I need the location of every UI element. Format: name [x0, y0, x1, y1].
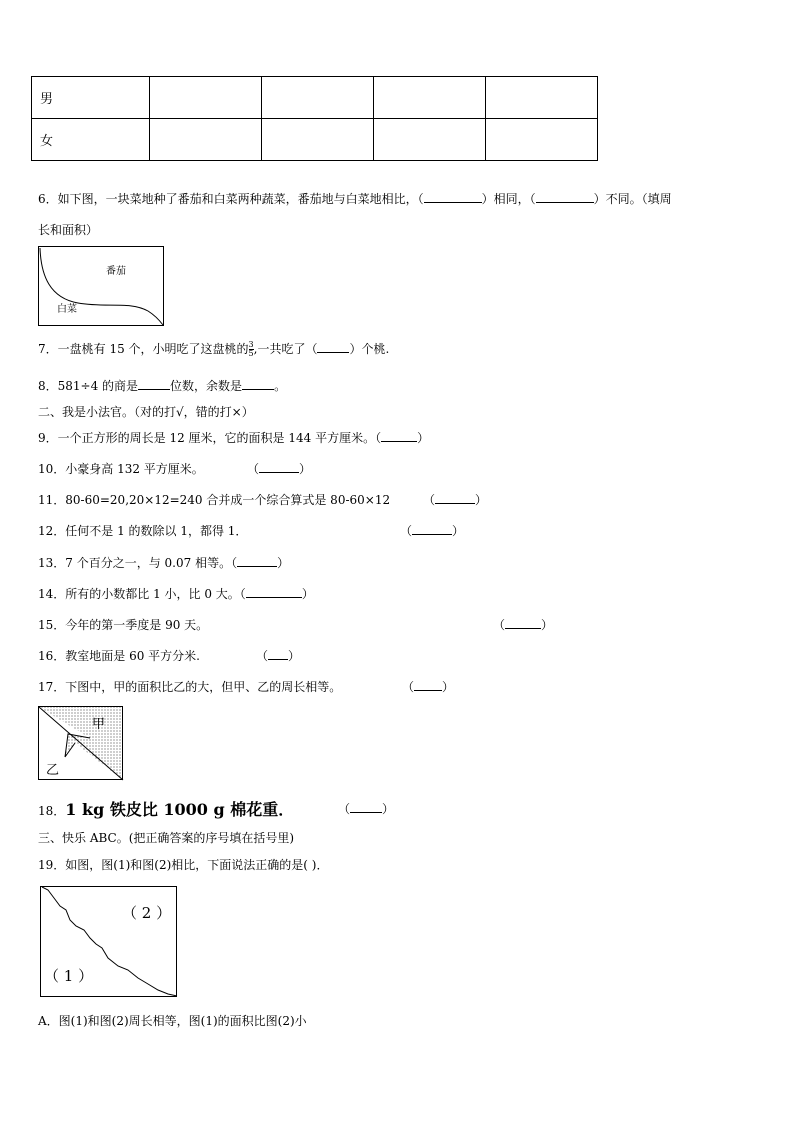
answer-blank[interactable]	[381, 429, 417, 442]
answer-blank[interactable]	[237, 554, 277, 567]
answer-table	[31, 76, 598, 161]
question-11: 11．80-60=20,20×12=240 合并成一个综合算式是 80-60×12	[38, 493, 391, 507]
question-11-answer	[423, 491, 487, 508]
question-12: 12．任何不是 1 的数除以 1，都得 1．	[38, 524, 248, 538]
table-cell	[374, 119, 486, 161]
table-cell	[150, 119, 262, 161]
answer-blank[interactable]	[350, 800, 382, 813]
answer-blank[interactable]	[414, 678, 442, 691]
answer-blank[interactable]	[536, 190, 594, 203]
question-10-answer	[247, 460, 311, 477]
table-row	[32, 119, 598, 161]
jia-label: 甲	[92, 717, 106, 732]
close-paren: ）	[452, 524, 465, 538]
question-15-answer	[493, 616, 553, 633]
q8-text-c: 。	[274, 379, 287, 393]
close-paren: ）	[288, 649, 301, 663]
q6-text-c: ）不同。（填周	[593, 192, 672, 206]
open-paren: （	[400, 524, 413, 538]
figure-2-label: （ 2 ）	[122, 904, 172, 922]
q7-text-b: ,一共吃了（	[253, 342, 318, 356]
table-cell	[374, 77, 486, 119]
q6-text-b: ）相同，（	[481, 192, 536, 206]
open-paren: （	[247, 462, 260, 476]
question-14	[38, 585, 314, 602]
tomato-label: 番茄	[106, 266, 126, 277]
q7-text-a: 7．一盘桃有 15 个，小明吃了这盘桃的	[38, 342, 249, 356]
close-paren: ）	[541, 618, 554, 632]
section-2-heading: 二、我是小法官。（对的打√，错的打×）	[38, 405, 254, 419]
question-16-answer	[256, 647, 300, 664]
section-3-heading: 三、快乐 ABC。(把正确答案的序号填在括号里)	[38, 831, 295, 845]
q6-text-a: 6．如下图，一块菜地种了番茄和白菜两种蔬菜，番茄地与白菜地相比，（	[38, 192, 424, 206]
table-cell	[486, 77, 598, 119]
open-paren: （	[423, 493, 436, 507]
answer-blank[interactable]	[435, 491, 475, 504]
answer-blank[interactable]	[424, 190, 482, 203]
question-8	[38, 377, 286, 394]
answer-blank[interactable]	[268, 647, 288, 660]
close-paren: ）	[277, 556, 290, 570]
close-paren: ）	[382, 802, 395, 816]
close-paren: ）	[299, 462, 312, 476]
question-6-line2: 长和面积）	[38, 223, 99, 237]
question-6-line1	[38, 190, 672, 207]
question-18	[38, 797, 294, 820]
answer-blank[interactable]	[138, 377, 170, 390]
row-label-female: 女	[32, 119, 150, 161]
close-paren: ）	[475, 493, 488, 507]
close-paren: ）	[417, 431, 430, 445]
answer-blank[interactable]	[242, 377, 274, 390]
q8-text-b: 位数，余数是	[170, 379, 243, 393]
question-19: 19．如图，图(1)和图(2)相比，下面说法正确的是( )．	[38, 858, 329, 872]
table-row	[32, 77, 598, 119]
q7-text-c: ）个桃.	[349, 342, 390, 356]
yi-label: 乙	[46, 763, 60, 778]
question-9	[38, 429, 429, 446]
figure-1-label: （ 1 ）	[44, 967, 94, 985]
question-7	[38, 340, 389, 358]
option-a[interactable]: A．图(1)和图(2)周长相等，图(1)的面积比图(2)小	[38, 1014, 307, 1028]
question-17: 17．下图中，甲的面积比乙的大，但甲、乙的周长相等。	[38, 680, 342, 694]
table-cell	[150, 77, 262, 119]
q14-text: 14．所有的小数都比 1 小，比 0 大。（	[38, 587, 246, 601]
table-cell	[262, 119, 374, 161]
answer-blank[interactable]	[317, 340, 349, 353]
question-10: 10．小豪身高 132 平方厘米。	[38, 462, 204, 476]
answer-blank[interactable]	[246, 585, 302, 598]
q18-text: 1 kg 铁皮比 1000 g 棉花重．	[65, 800, 295, 819]
figure-1-2	[40, 886, 178, 998]
q8-text-a: 8．581÷4 的商是	[38, 379, 139, 393]
cabbage-label: 白菜	[57, 304, 77, 315]
table-cell	[486, 119, 598, 161]
q9-text: 9．一个正方形的周长是 12 厘米，它的面积是 144 平方厘米。（	[38, 431, 382, 445]
question-12-answer	[400, 522, 464, 539]
close-paren: ）	[301, 587, 314, 601]
close-paren: ）	[442, 680, 455, 694]
fraction-numerator: 3	[248, 340, 254, 349]
answer-blank[interactable]	[412, 522, 452, 535]
q18-number: 18．	[38, 804, 66, 818]
vegetable-field-figure	[38, 246, 165, 327]
open-paren: （	[256, 649, 269, 663]
open-paren: （	[402, 680, 415, 694]
table-cell	[262, 77, 374, 119]
question-17-answer	[402, 678, 454, 695]
open-paren: （	[338, 802, 351, 816]
question-15: 15．今年的第一季度是 90 天。	[38, 618, 209, 632]
answer-blank[interactable]	[505, 616, 541, 629]
open-paren: （	[493, 618, 506, 632]
question-18-answer	[338, 800, 394, 817]
question-13	[38, 554, 289, 571]
fraction-denominator: 5	[248, 349, 254, 358]
q13-text: 13．7 个百分之一，与 0.07 相等。（	[38, 556, 238, 570]
row-label-male: 男	[32, 77, 150, 119]
question-16: 16．教室地面是 60 平方分米.	[38, 649, 200, 663]
answer-blank[interactable]	[259, 460, 299, 473]
jia-yi-figure	[38, 706, 124, 781]
